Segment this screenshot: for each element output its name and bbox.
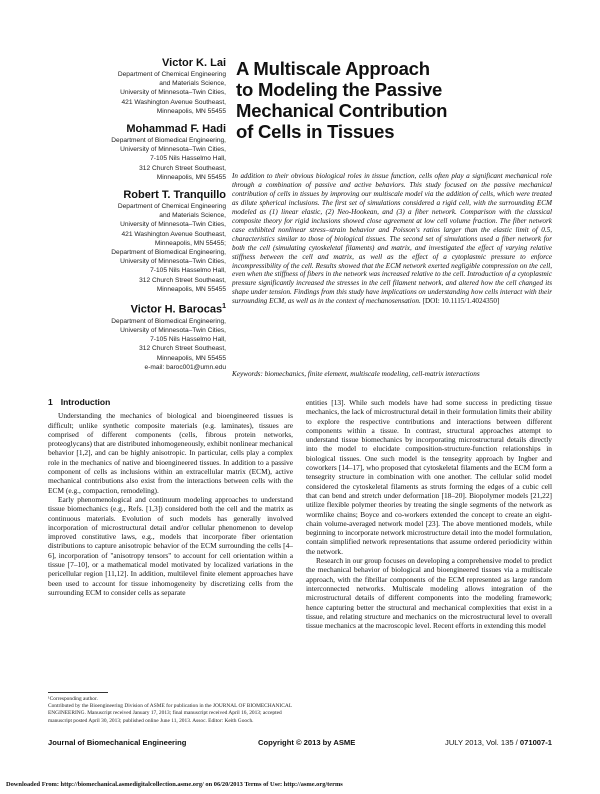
doi-link[interactable]: [DOI: 10.1115/1.4024350]: [422, 297, 500, 306]
author-name: Victor K. Lai: [162, 57, 226, 69]
body-column-left: [48, 398, 293, 597]
download-notice: Downloaded From: http://biomechanical.asmedigitalcollection.asme.org/ on 06/20/2013 Terms of Use: http://asme.org/terms: [6, 781, 343, 788]
author-entry: [70, 188, 226, 294]
author-entry: [70, 56, 226, 116]
paragraph: Early phenomenological and continuum modeling approaches to understand tissue biomechanics (e.g., Refs. [1,3]) considered both the cell and the matrix as continuous materials. Evolution of such models has generally involved incorporation of microstructural detail and/or cellular phenomenon to develop improved constitutive laws, e.g., models that incorporate fiber orientation distributions to capture anisotropic behavior of the ECM surrounding the cells [4–6], incorporation of "anisotropy tensors" to account for cell orientation within a tissue [7–10], or a mathematical model motivated by localized variations in the pericellular region [11,12]. In addition, multilevel finite element approaches have been used to account for tissue inhomogeneity by discretizing cells from the surrounding ECM to consider cells as separate: [48, 494, 293, 597]
author-name: Mohammad F. Hadi: [126, 123, 226, 136]
author-affiliation: Department of Chemical Engineering and Materials Science, University of Minnesota–Twin Cities, 421 Washington Avenue Southeast, Minneapolis, MN 55455; Department of Biomedical Engineering, University of Minnesota–Twin Cities, 7-105 Nils Hasselmo Hall, 312 Church Street Southeast, Minneapolis, MN 55455: [111, 203, 226, 293]
corresponding-author-mark: 1: [222, 303, 226, 311]
author-affiliation: Department of Chemical Engineering and Materials Science, University of Minnesota–Twin Cities, 421 Washington Avenue Southeast, Minneapolis, MN 55455: [117, 71, 226, 115]
footnote-divider: [48, 692, 108, 693]
author-name: Victor H. Barocas$^1$: [130, 303, 226, 316]
paragraph: Research in our group focuses on developing a comprehensive model to predict the mechanical behavior of biological and bioengineered tissues via a multiscale approach, with the fibrillar components of the ECM represented as large random interconnected networks. Multiscale modeling allows integration of the microstructural details of different components into the modeling framework; hence capturing better the structural and mechanical complexities that exist in a tissue, and relating structure and mechanics on the microstructural level to overall tissue mechanics at the macroscopic level. Recent efforts in extending this model: [306, 556, 552, 631]
footer-copyright: Copyright © 2013 by ASME: [258, 738, 356, 747]
paragraph: entities [13]. While such models have had some success in predicting tissue mechanics, the lack of microstructural detail in their formulation limits their ability to explore the respective contributions and interactions between different components within a tissue. In contrast, structural approaches attempt to understand tissue biomechanics by incorporating microstructural details directly into the model to elucidate composition-structure-function relationships in biological tissues. One such model is the tensegrity approach by Ingber and coworkers [14–17], who proposed that cytoskeletal filaments and the ECM form a tensegrity structure in combination with one another. The cellular solid model considered the cytoskeletal filaments as struts forming the edges of a cubic cell that can bend and stretch under deformation [18–20]. Biopolymer models [21,22] utilize flexible polymer theories by treating the single segments of the network as wormlike chains; Boyce and co-workers extended the concept to create an eight-chain volume-averaged network model [23]. The above mentioned models, while beginning to incorporate network microstructure detail into the model formulation, contain simplified network representations that assume ordered periodicity within the network.: [306, 398, 552, 556]
author-affiliation: Department of Biomedical Engineering, University of Minnesota–Twin Cities, 7-105 Nils Hasselmo Hall, 312 Church Street Southeast, Minneapolis, MN 55455 e-mail: baroc001@umn.edu: [70, 317, 226, 372]
author-entry: [70, 300, 226, 372]
section-heading: 1 Introduction: [48, 397, 111, 407]
author-block: [70, 56, 226, 378]
author-affiliation: Department of Biomedical Engineering, University of Minnesota–Twin Cities, 7-105 Nils Hasselmo Hall, 312 Church Street Southeast, Minneapolis, MN 55455: [111, 137, 226, 181]
page-number: 071007-1: [519, 738, 552, 747]
author-name: Robert T. Tranquillo: [123, 189, 226, 202]
footnote: ¹Corresponding author. Contributed by the Bioengineering Division of ASME for publication in the JOURNAL OF BIOMECHANICAL ENGINEERING. Manuscript received January 17, 2013; final manuscript received April 16, 2013; accepted manuscript posted April 30, 2013; published online June 11, 2013. Assoc. Editor: Keith Gooch.: [48, 696, 292, 724]
page-footer: [48, 738, 552, 747]
abstract-text: In addition to their obvious biological roles in tissue function, cells often play a significant mechanical role through a combination of passive and active behaviors. This study focused on the passive mechanical contribution of cells in tissues by improving our multiscale model via the addition of cells, which were treated as dilute spherical inclusions. The first set of simulations considered a rigid cell, with the surrounding ECM modeled as (1) linear elastic, (2) Neo-Hookean, and (3) a fiber network. Comparison with the classical composite theory for rigid inclusions showed close agreement at low cell volume fraction. The fiber network case exhibited nonlinear stress–strain behavior and Poisson's ratios larger than the elastic limit of 0.5, characteristics similar to those of biological tissues. The second set of simulations used a fiber network for both the cell (simulating cytoskeletal filaments) and matrix, and investigated the effect of varying relative stiffness between the cell and matrix, as well as the effect of a cytoplasmic pressure to enforce incompressibility of the cell. Results showed that the ECM network exerted negligible compression on the cell, even when the stiffness of fibers in the network was increased relative to the cell. Introduction of a cytoplasmic pressure significantly increased the stresses in the cell filament network, and altered how the cell changed its shape under tension. Findings from this study have implications on understanding how cells interact with their surrounding ECM, as well as in the context of mechanosensation.: [232, 172, 552, 306]
footer-issue: JULY 2013, Vol. 135 / 071007-1: [445, 738, 552, 747]
author-email[interactable]: e-mail: baroc001@umn.edu: [144, 363, 226, 371]
keywords: Keywords: biomechanics, finite element, multiscale modeling, cell-matrix interactions: [232, 370, 480, 378]
footer-journal: Journal of Biomechanical Engineering: [48, 738, 187, 747]
author-entry: [70, 122, 226, 182]
abstract: [232, 172, 552, 306]
paragraph: Understanding the mechanics of biological and bioengineered tissues is difficult; unlike synthetic composite materials (e.g. laminates), tissues are comprised of different components (cells, fibrous protein networks, proteoglycans) that are distributed inhomogeneously, exhibit nonlinear mechanical behavior [1,2], and can be highly anisotropic. In particular, cells play a complex role in the mechanics of native and bioengineered tissues. In addition to a passive component of cells as inclusions within an extracellular matrix (ECM), active mechanical contributions also exist from the interactions between cells with the ECM (e.g., compaction, remodeling).: [48, 411, 293, 495]
paper-title: A Multiscale Approach to Modeling the Passive Mechanical Contribution of Cells in Tissues: [236, 58, 448, 142]
body-column-right: [306, 398, 552, 630]
